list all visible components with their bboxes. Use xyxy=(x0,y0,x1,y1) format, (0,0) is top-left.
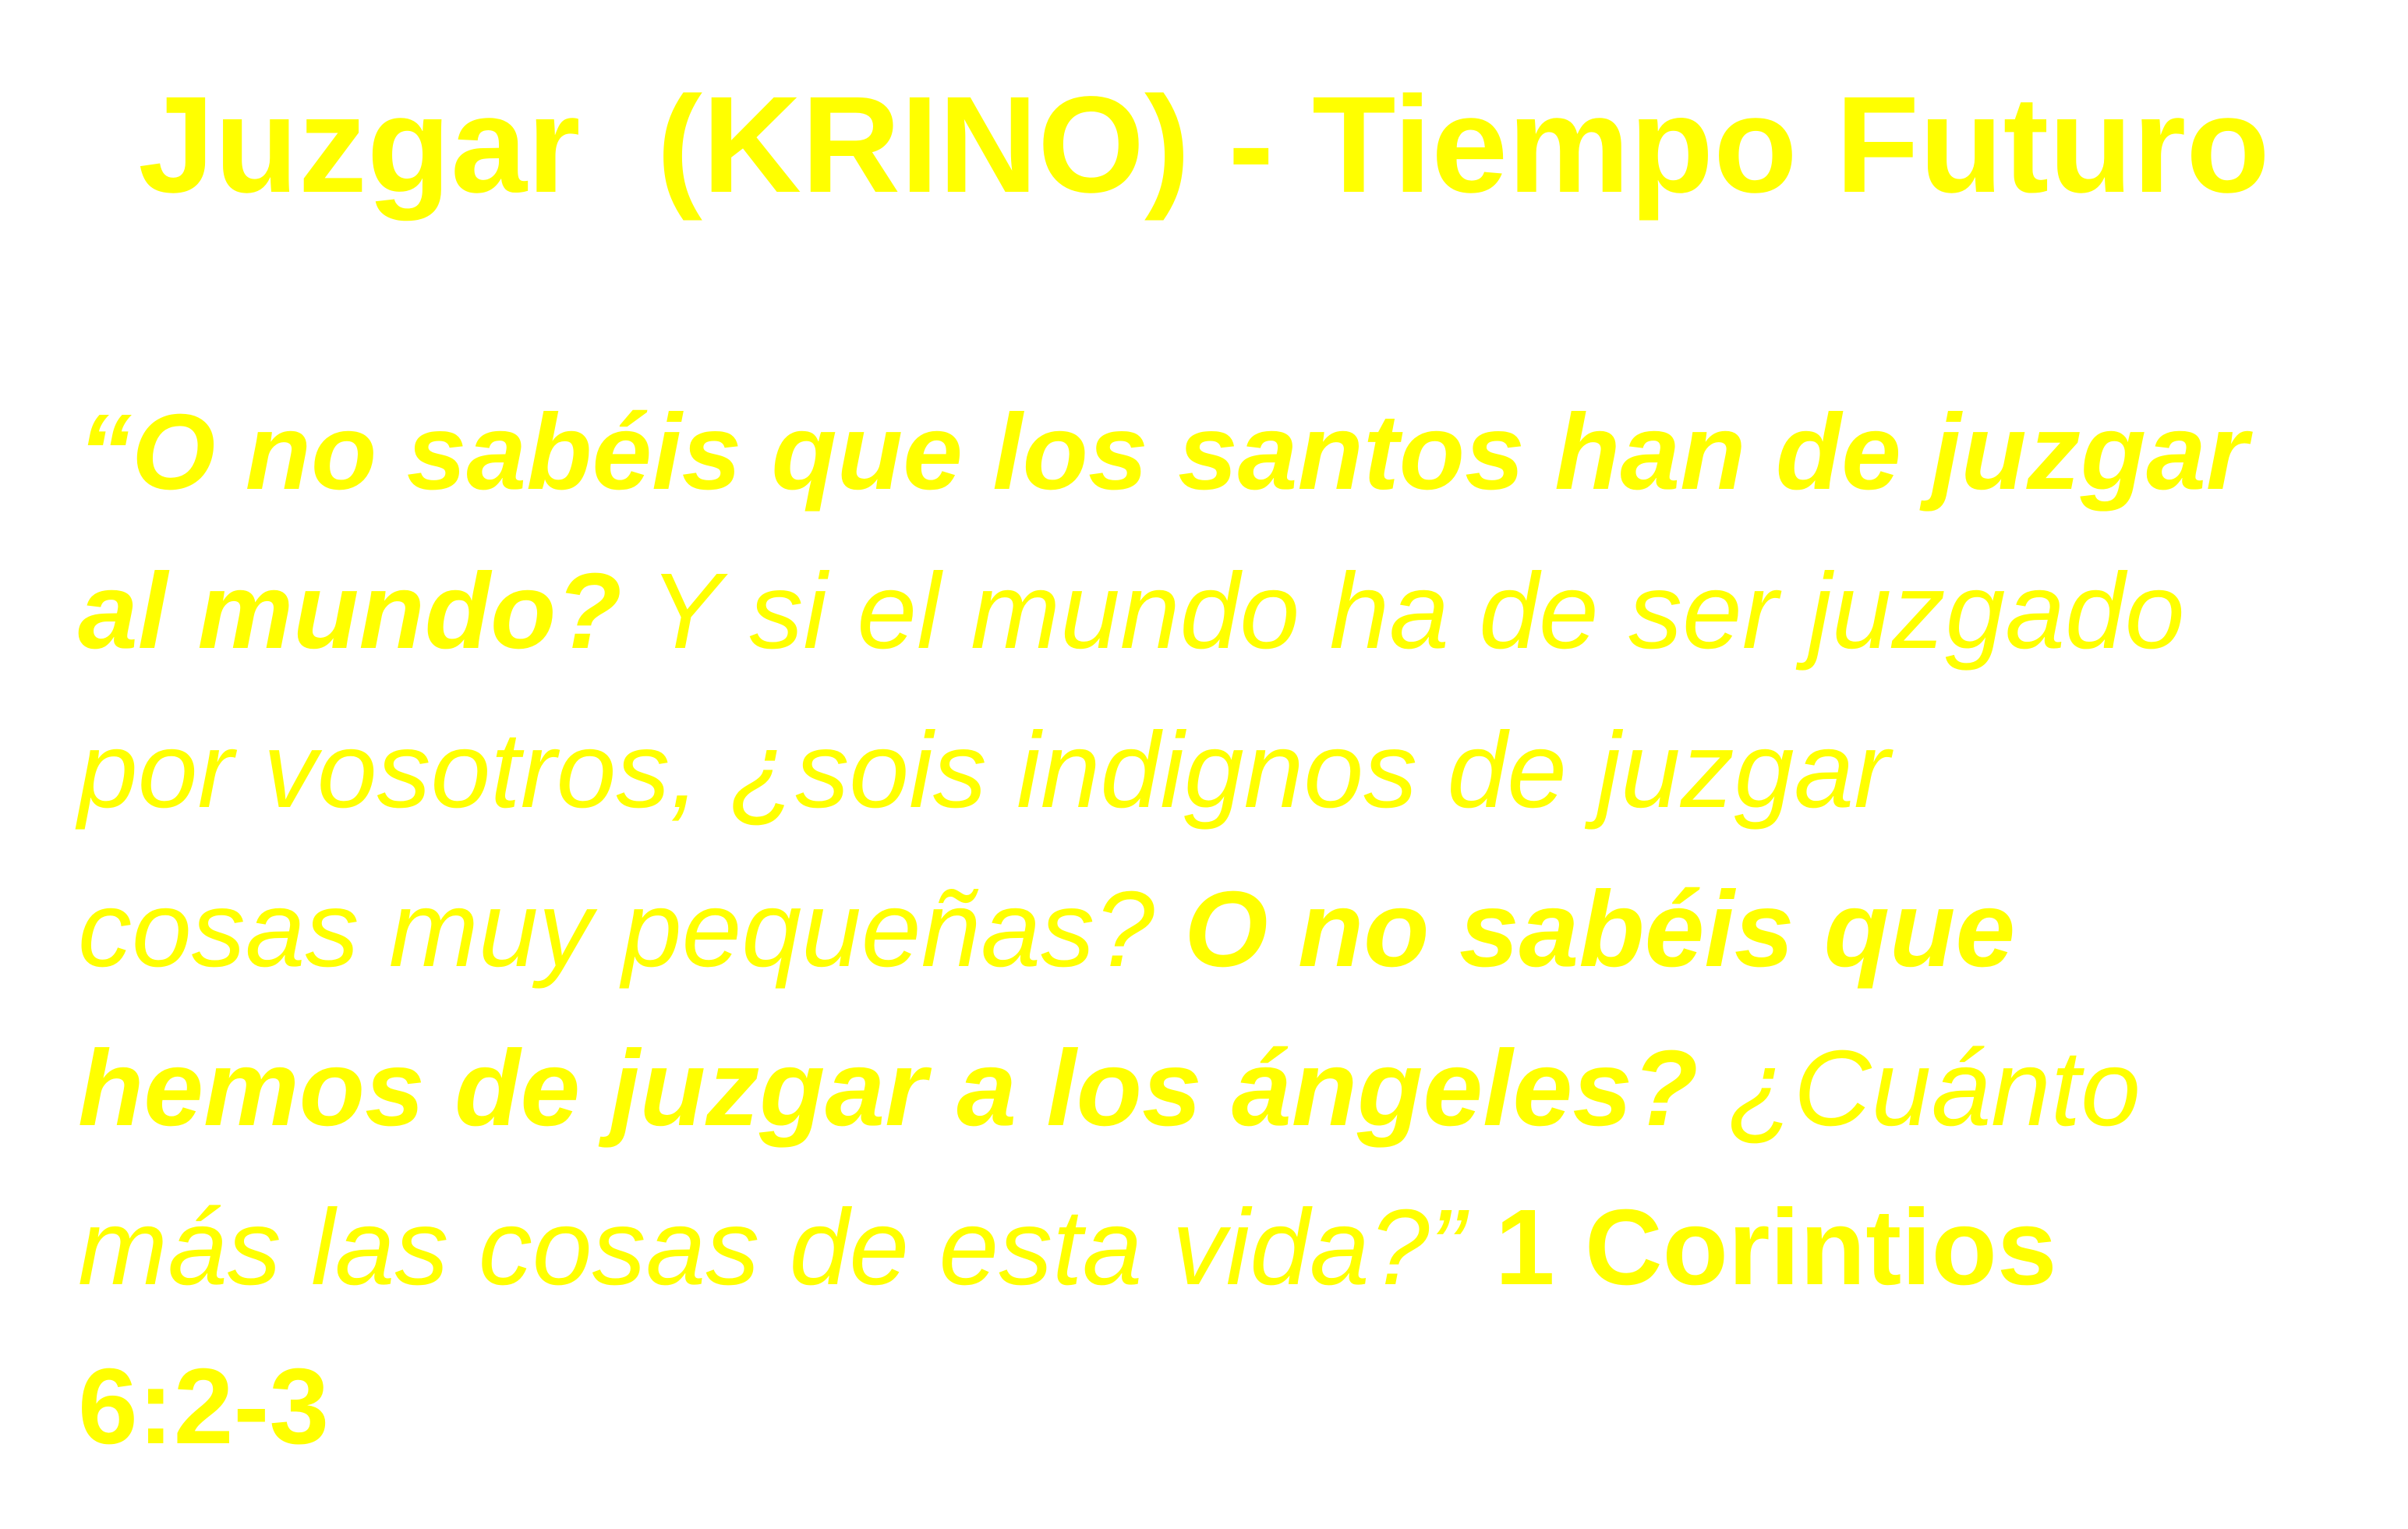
verse-emphasis-text: hemos de juzgar a los ángeles? xyxy=(78,1028,1699,1149)
verse-line-6 xyxy=(78,1168,2370,1327)
verse-line-5 xyxy=(78,1009,2370,1168)
slide-title: Juzgar (KRINO) - Tiempo Futuro xyxy=(138,69,2270,221)
bible-verse-quote xyxy=(78,373,2370,1486)
verse-line-4 xyxy=(78,850,2370,1009)
verse-text: cosas muy pequeñas? xyxy=(78,869,1185,989)
verse-emphasis-text: O no sabéis que xyxy=(1184,869,2016,989)
verse-text: Y si el mundo ha de ser juzgado xyxy=(621,551,2185,671)
verse-text: ¿Cuánto xyxy=(1698,1028,2141,1149)
verse-reference: 6:2-3 xyxy=(78,1347,330,1467)
verse-reference: 1 Corintios xyxy=(1465,1187,2057,1308)
verse-line-1 xyxy=(78,373,2370,532)
verse-emphasis-text: al mundo? xyxy=(78,551,622,671)
verse-line-2 xyxy=(78,532,2370,691)
verse-text: por vosotros, ¿sois indignos de juzgar xyxy=(78,710,1890,830)
verse-line-3 xyxy=(78,691,2370,850)
verse-text: más las cosas de esta vida?” xyxy=(78,1187,1466,1308)
verse-line-7 xyxy=(78,1327,2370,1486)
verse-emphasis-text: “O no sabéis que los santos han de juzgar xyxy=(78,392,2248,512)
